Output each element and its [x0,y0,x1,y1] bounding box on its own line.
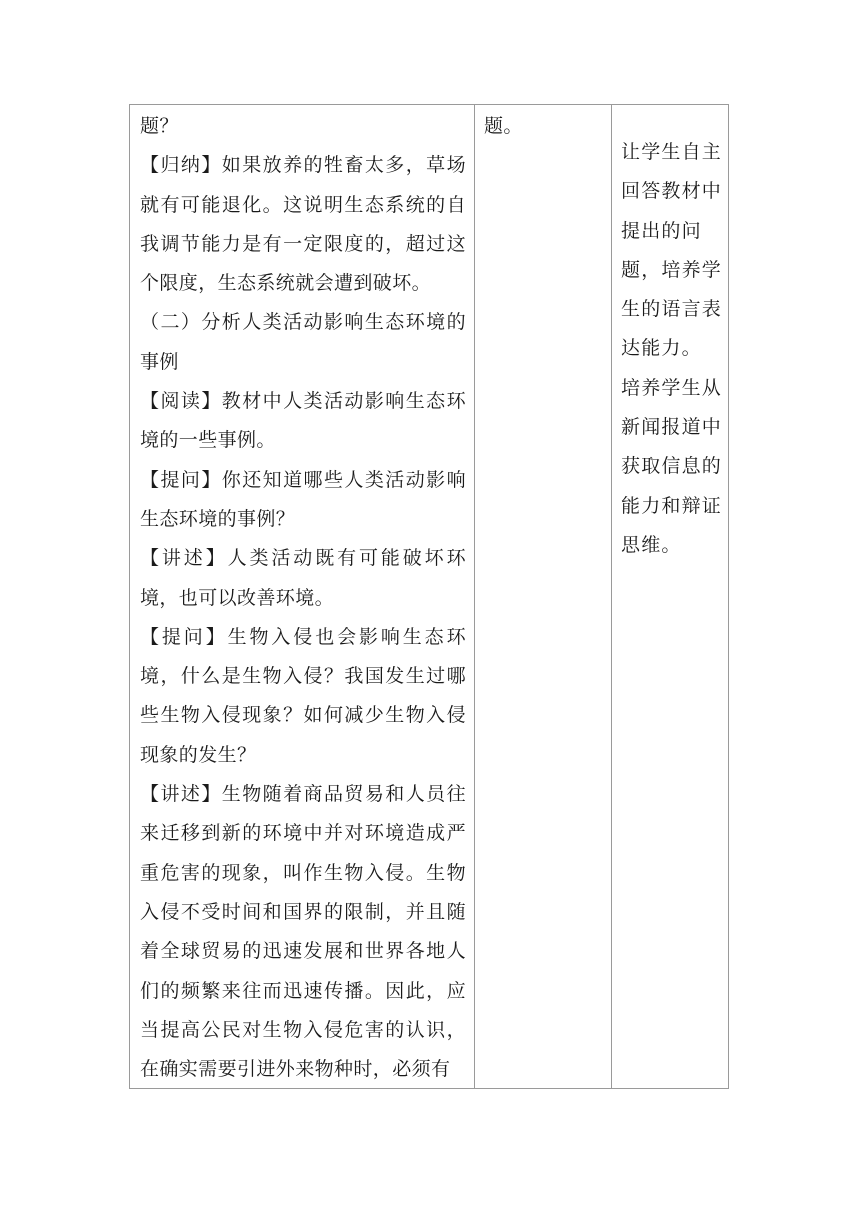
lecture-paragraph: 【讲述】生物随着商品贸易和人员往来迁移到新的环境中并对环境造成严重危害的现象，叫作生物入侵。生物入侵不受时间和国界的限制，并且随着全球贸易的迅速发展和世界各地人们的频繁来往而迅速传播。因此，应当提高公民对生物入侵危害的认识，在确实需要引进外来物种时，必须有 [140,783,466,1081]
table-row [130,105,729,1089]
summary-paragraph: 【归纳】如果放养的牲畜太多，草场就有可能退化。这说明生态系统的自我调节能力是有一定限度的，超过这个限度，生态系统就会遭到破坏。 [140,154,466,295]
continuation-text: 题？ [140,115,179,137]
section-heading: （二）分析人类活动影响生态环境的事例 [140,311,466,373]
lecture-paragraph: 【讲述】人类活动既有可能破坏环境，也可以改善环境。 [140,547,466,609]
student-activity-cell [475,105,612,1089]
teaching-activity-cell [130,105,475,1089]
reading-paragraph: 【阅读】教材中人类活动影响生态环境的一些事例。 [140,390,466,452]
question-paragraph: 【提问】生物入侵也会影响生态环境，什么是生物入侵？我国发生过哪些生物入侵现象？如何减少生物入侵现象的发生？ [140,625,466,766]
question-paragraph: 【提问】你还知道哪些人类活动影响生态环境的事例？ [140,468,466,530]
intent-paragraph: 培养学生从新闻报道中获取信息的能力和辩证思维。 [621,376,723,556]
design-intent-cell [612,105,729,1089]
continuation-text: 题。 [484,115,523,137]
intent-paragraph: 让学生自主回答教材中提出的问题，培养学生的语言表达能力。 [621,141,723,360]
lesson-plan-table [129,104,729,1089]
